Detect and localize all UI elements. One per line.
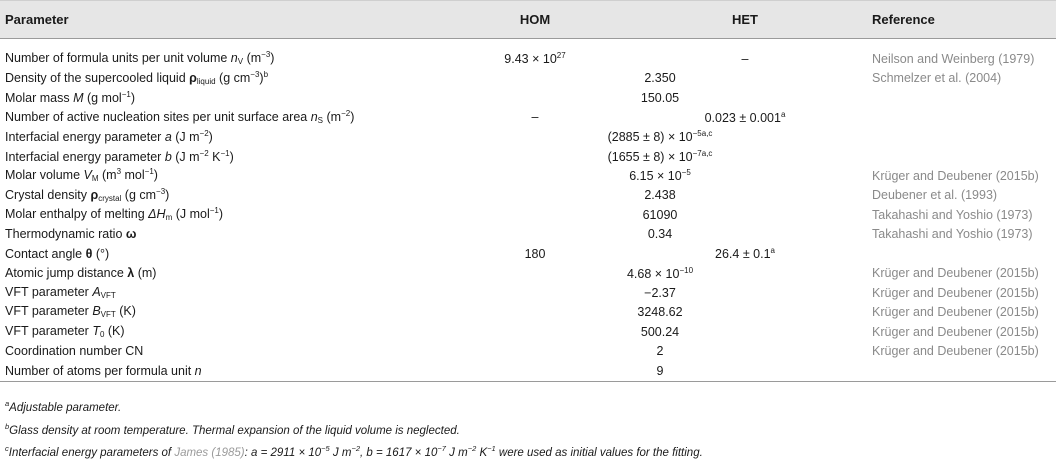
value-cell: 61090	[642, 207, 678, 222]
param-cell: Contact angle θ (°)	[5, 246, 110, 261]
reference-cell	[870, 88, 1056, 108]
reference-cell: Krüger and Deubener (2015b)	[872, 305, 1039, 319]
value-cell: −2.37	[644, 285, 676, 300]
table-row	[0, 166, 1056, 186]
reference-cell: Krüger and Deubener (2015b)	[872, 285, 1039, 300]
value-cell: 150.05	[640, 90, 680, 105]
table-row	[0, 147, 1056, 167]
header-reference: Reference	[870, 1, 1056, 39]
reference-cell	[870, 244, 1056, 264]
value-cell: 2.350	[644, 71, 676, 85]
header-parameter: Parameter	[0, 1, 450, 39]
reference-cell	[870, 108, 1056, 128]
reference-cell: Deubener et al. (1993)	[872, 188, 998, 202]
table-row	[0, 88, 1056, 108]
value-cell: 500.24	[640, 324, 680, 339]
table-row	[0, 49, 1056, 69]
table-row	[0, 127, 1056, 147]
hom-cell: $9.43 \times 10^{27}$	[504, 51, 566, 66]
param-cell: Thermodynamic ratio ω	[5, 227, 137, 241]
param-cell: Molar enthalpy of melting $\Delta H_m$ (J mol$^{-1}$)	[5, 206, 224, 223]
value-cell: 3248.62	[637, 305, 683, 319]
table-header-row	[0, 1, 1056, 39]
table-row	[0, 108, 1056, 128]
value-cell: 0.34	[647, 227, 673, 241]
value-cell: $(2885 \pm 8) \times 10^{-5a,c}$	[607, 129, 713, 144]
footnote-a: $^a$Adjustable parameter.	[5, 399, 122, 414]
reference-cell	[870, 127, 1056, 147]
reference-cell: Krüger and Deubener (2015b)	[872, 324, 1039, 339]
value-cell: $6.15 \times 10^{-5}$	[629, 168, 691, 183]
table-row	[0, 283, 1056, 303]
footnote-b: $^b$Glass density at room temperature. Thermal expansion of the liquid volume is neglected.	[5, 421, 460, 437]
table-row	[0, 264, 1056, 284]
param-cell: VFT parameter $B_{VFT}$ (K)	[5, 304, 136, 320]
reference-cell	[870, 147, 1056, 167]
reference-cell: Schmelzer et al. (2004)	[872, 71, 1002, 85]
het-cell: –	[741, 51, 749, 66]
reference-cell: Krüger and Deubener (2015b)	[872, 344, 1039, 358]
param-cell: Interfacial energy parameter b (J $m^{-2}$ $K^{-1}$)	[5, 148, 234, 164]
table-row	[0, 342, 1056, 362]
reference-cell: Takahashi and Yoshio (1973)	[872, 207, 1033, 222]
table-row	[0, 225, 1056, 245]
value-cell: 9	[450, 361, 870, 381]
reference-cell	[870, 361, 1056, 381]
reference-cell: Takahashi and Yoshio (1973)	[872, 227, 1033, 241]
param-cell: VFT parameter $A_{VFT}$	[5, 284, 116, 300]
param-cell: Molar mass M (g mol$^{-1}$)	[5, 90, 135, 105]
param-cell: Interfacial energy parameter a (J $m^{-2}$)	[5, 129, 213, 144]
table-row	[0, 244, 1056, 264]
reference-cell: Krüger and Deubener (2015b)	[872, 266, 1039, 280]
reference-cell: Krüger and Deubener (2015b)	[872, 168, 1039, 183]
value-cell: $4.68 \times 10^{-10}$	[626, 265, 694, 281]
table-row	[0, 205, 1056, 225]
table-footnotes	[5, 395, 703, 463]
table-row	[0, 186, 1056, 206]
table-row	[0, 69, 1056, 89]
header-het: HET	[620, 1, 870, 39]
hom-cell: –	[531, 110, 539, 124]
reference-cell: Neilson and Weinberg (1979)	[872, 51, 1035, 66]
param-cell: Crystal density $\rho_{crystal}$ (g $cm^{-3}$)	[5, 186, 170, 203]
hom-cell: 180	[524, 246, 546, 261]
param-cell: Atomic jump distance λ (m)	[5, 266, 157, 280]
table-row	[0, 361, 1056, 381]
james-1985-link[interactable]: James (1985)	[174, 447, 245, 459]
param-cell: Number of atoms per formula unit n	[0, 361, 450, 381]
table-row	[0, 303, 1056, 323]
value-cell: 2.438	[644, 188, 676, 202]
param-cell: Number of formula units per unit volume $n_V$ $(m^{-3})$	[5, 50, 275, 67]
param-cell: Molar volume $V_M$ ($m^3$ mol$^{-1}$)	[5, 167, 158, 184]
param-cell: VFT parameter $T_0$ (K)	[5, 323, 125, 339]
value-cell: $(1655 \pm 8) \times 10^{-7a,c}$	[607, 148, 713, 164]
header-hom: HOM	[450, 1, 620, 39]
footnote-c: $^c$Interfacial energy parameters of James (1985): $a = 2911 \times 10^{-5}$ J $m^{-2}$, $b = 1617 \times 10^{-7}$ J $m^{-2}$ $K^{-1}$ were used as initial values for the fitting.	[5, 444, 703, 459]
param-cell: Coordination number CN	[5, 344, 144, 358]
het-cell: 26.4 ± 0.1$^a$	[715, 246, 775, 261]
table-row	[0, 322, 1056, 342]
value-cell: 2	[656, 344, 664, 358]
het-cell: 0.023 ± 0.001$^a$	[704, 109, 786, 125]
param-cell: Number of active nucleation sites per unit surface area $n_S$ $(m^{-2})$	[5, 108, 355, 125]
param-cell: Density of the supercooled liquid $\rho_{liquid}$ (g $cm^{-3})^b$	[5, 69, 269, 86]
